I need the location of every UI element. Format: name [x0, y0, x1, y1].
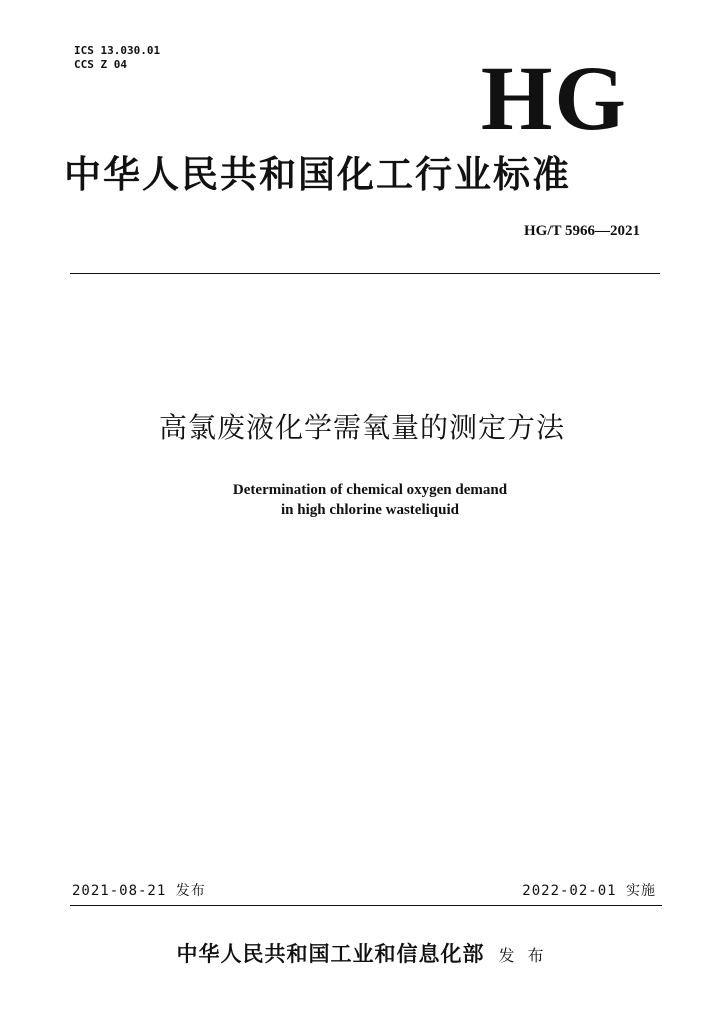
issue-date: 2021-08-21 发布	[72, 883, 206, 899]
document-title-en-line1: Determination of chemical oxygen demand	[232, 482, 508, 498]
standard-number: HG/T 5966—2021	[524, 223, 640, 239]
hg-logo: HG	[480, 47, 628, 149]
publisher-verb: 发 布	[498, 946, 548, 965]
top-divider	[70, 273, 660, 274]
document-title-en-line2: in high chlorine wasteliquid	[281, 502, 459, 518]
publisher-line	[0, 940, 724, 970]
industry-standard-heading: 中华人民共和国化工行业标准	[64, 152, 571, 196]
ics-code: ICS 13.030.01	[74, 44, 161, 57]
classification-codes	[74, 44, 160, 72]
publisher-name: 中华人民共和国工业和信息化部	[176, 941, 485, 966]
document-title-en	[0, 480, 724, 520]
ccs-code: CCS Z 04	[74, 58, 127, 71]
document-title-zh: 高氯废液化学需氧量的测定方法	[158, 411, 565, 444]
bottom-divider	[70, 905, 662, 906]
implementation-date: 2022-02-01 实施	[522, 883, 656, 899]
